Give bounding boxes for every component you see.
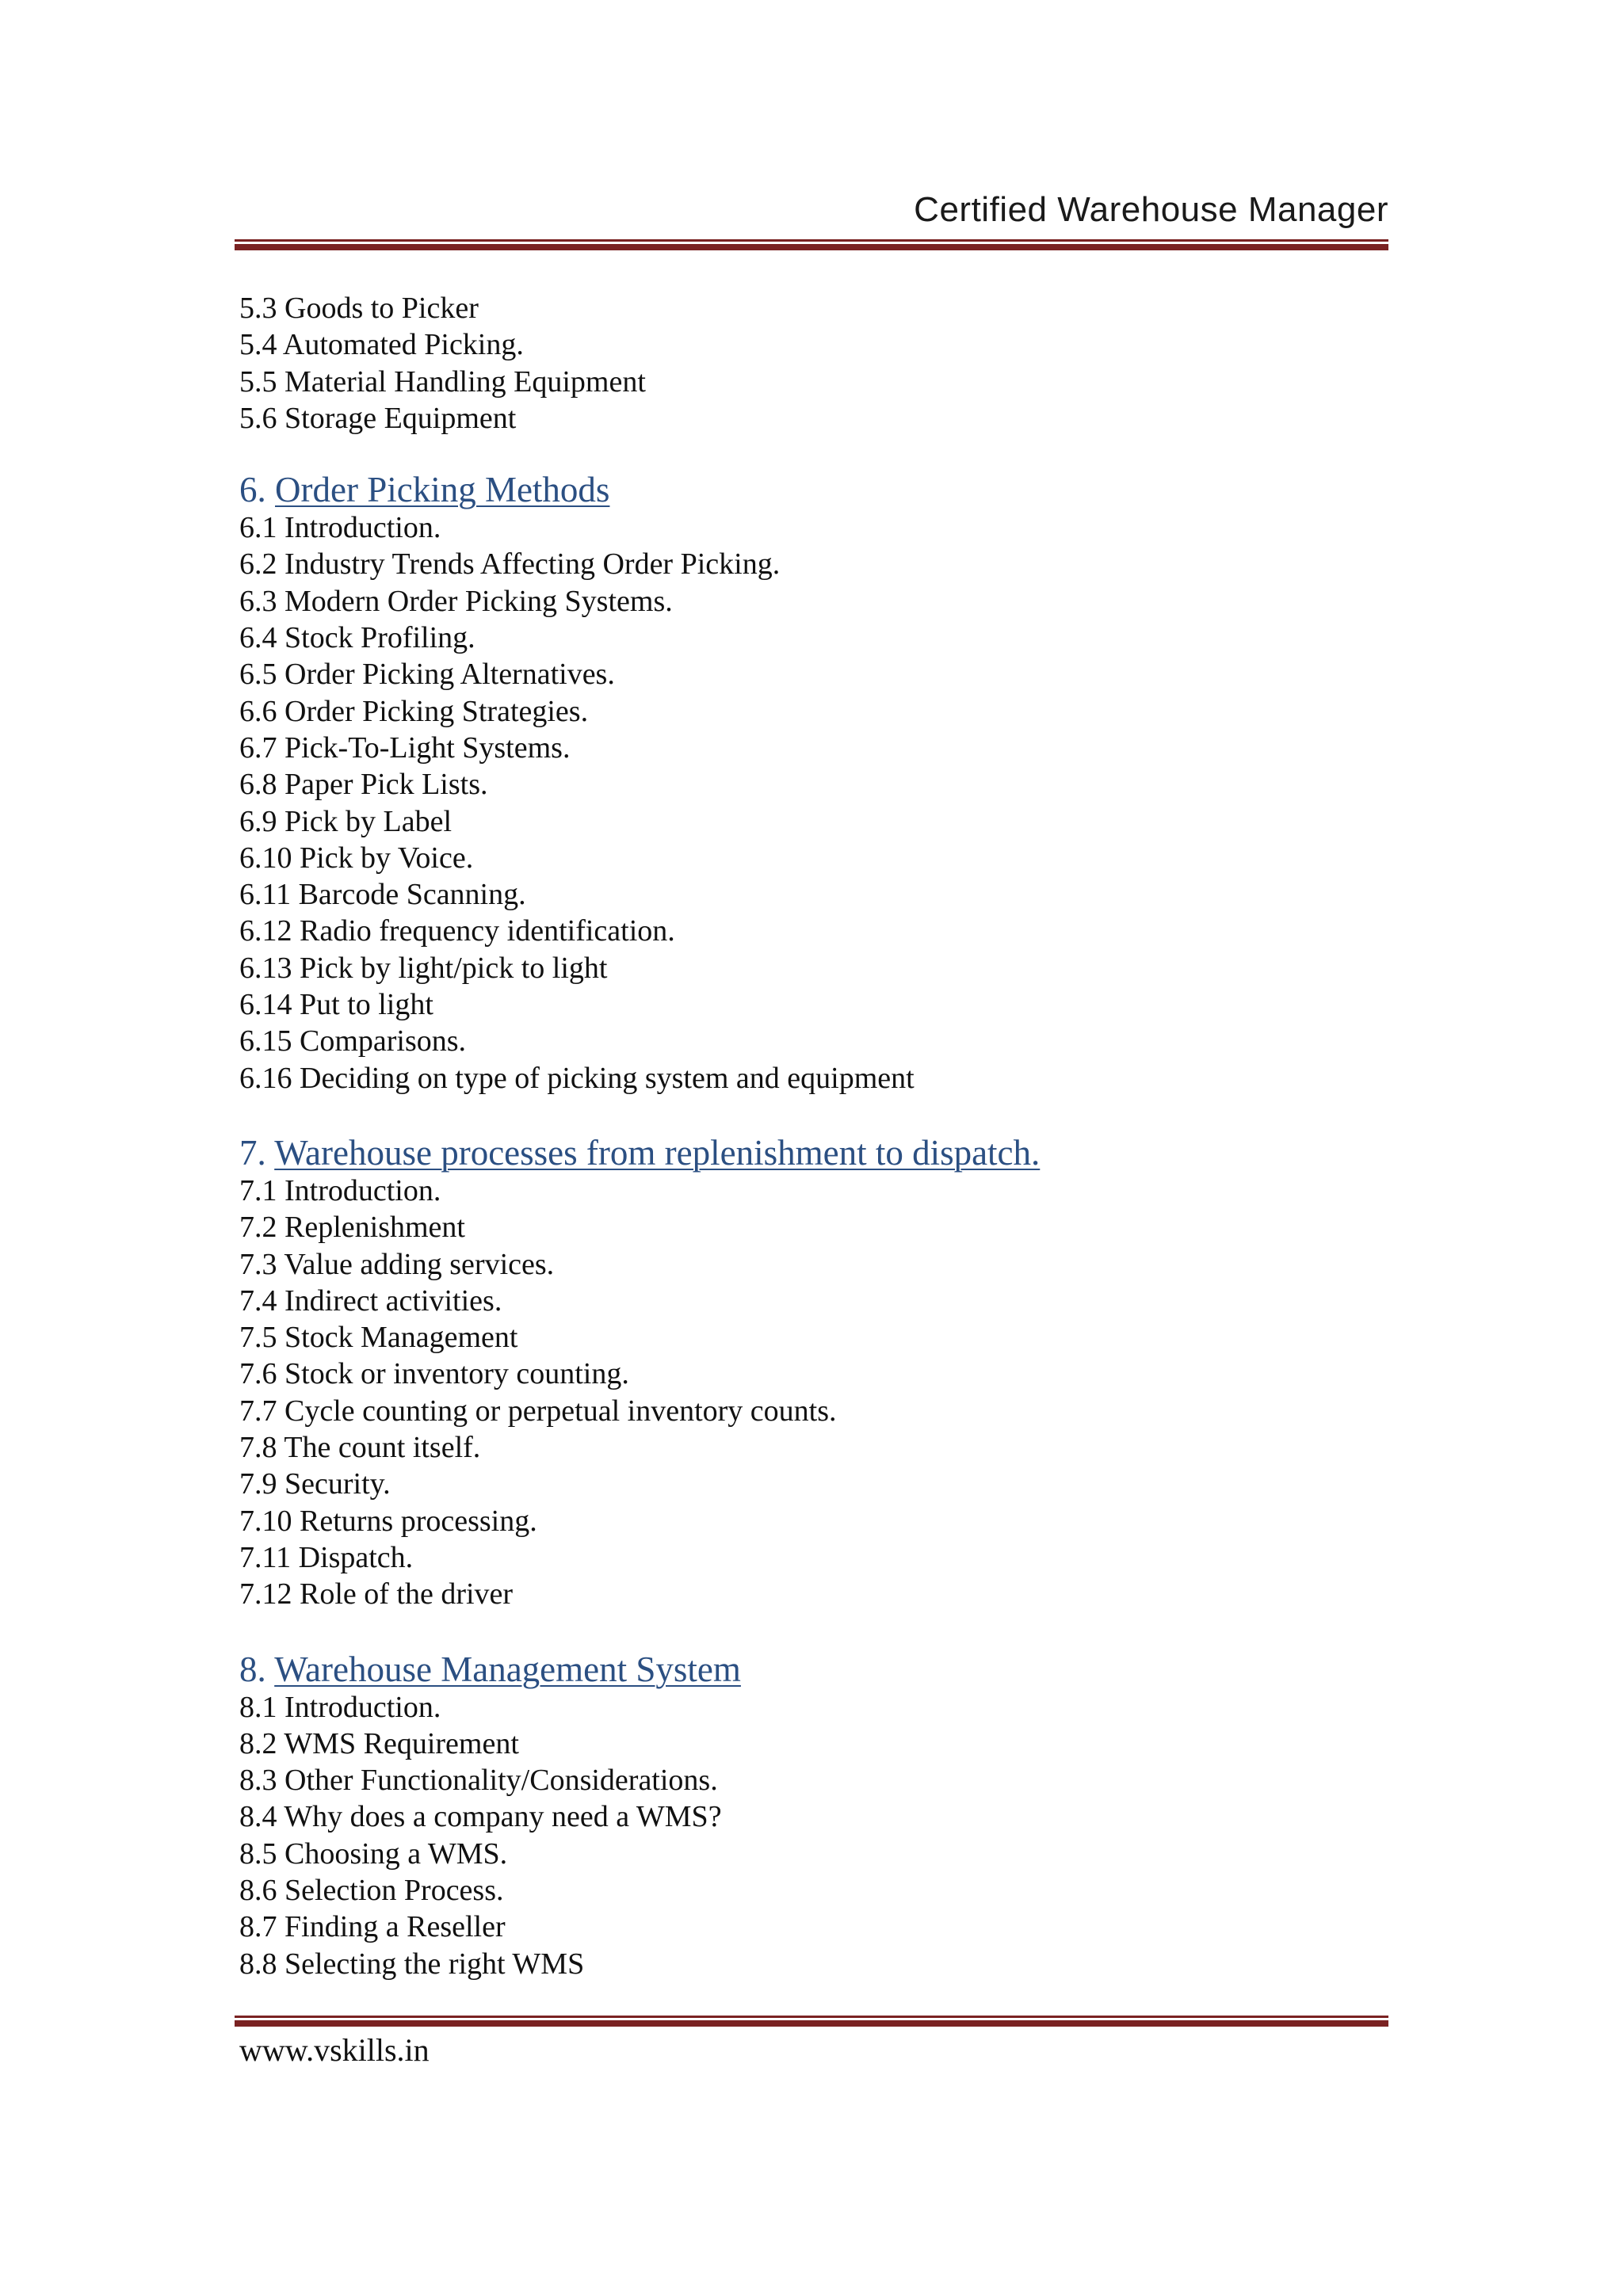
- toc-item: 6.7 Pick-To-Light Systems.: [239, 730, 571, 765]
- toc-item: 8.4 Why does a company need a WMS?: [239, 1800, 722, 1834]
- toc-item: 8.6 Selection Process.: [239, 1873, 504, 1907]
- toc-item: 6.5 Order Picking Alternatives.: [239, 658, 615, 692]
- toc-item: 7.9 Security.: [239, 1467, 391, 1501]
- footer-url: www.vskills.in: [239, 2032, 430, 2068]
- toc-item: 8.1 Introduction.: [239, 1690, 441, 1724]
- section-heading[interactable]: [239, 1650, 1381, 1689]
- toc-item: 6.3 Modern Order Picking Systems.: [239, 584, 673, 618]
- toc-item: 6.10 Pick by Voice.: [239, 841, 474, 875]
- toc-item: 5.4 Automated Picking.: [239, 328, 524, 362]
- toc-item: 6.15 Comparisons.: [239, 1024, 467, 1058]
- table-of-contents: [239, 290, 1381, 1982]
- toc-section-6: [239, 470, 1381, 1097]
- toc-item: 7.3 Value adding services.: [239, 1247, 555, 1281]
- toc-item: 7.2 Replenishment: [239, 1211, 465, 1245]
- toc-item: 6.4 Stock Profiling.: [239, 621, 475, 655]
- header-divider: [235, 239, 1388, 250]
- toc-item: 8.8 Selecting the right WMS: [239, 1947, 585, 1981]
- section-title-link[interactable]: Warehouse Management System: [274, 1649, 741, 1689]
- section-heading[interactable]: [239, 470, 1381, 509]
- toc-item: 5.3 Goods to Picker: [239, 292, 479, 325]
- toc-item: 6.1 Introduction.: [239, 511, 441, 545]
- toc-item: 7.10 Returns processing.: [239, 1504, 537, 1538]
- toc-item: 5.5 Material Handling Equipment: [239, 364, 646, 399]
- toc-item: 6.8 Paper Pick Lists.: [239, 768, 488, 802]
- toc-item: 7.5 Stock Management: [239, 1321, 518, 1355]
- toc-item: 6.2 Industry Trends Affecting Order Picking.: [239, 547, 781, 582]
- toc-item: 7.6 Stock or inventory counting.: [239, 1357, 629, 1391]
- toc-section-7: [239, 1133, 1381, 1613]
- toc-item: 6.16 Deciding on type of picking system and equipment: [239, 1061, 915, 1095]
- section-title-link[interactable]: Warehouse processes from replenishment to dispatch.: [274, 1132, 1041, 1173]
- toc-item: 7.11 Dispatch.: [239, 1540, 414, 1574]
- section-number: 8.: [239, 1649, 266, 1689]
- toc-item: 7.7 Cycle counting or perpetual inventory counts.: [239, 1394, 837, 1428]
- toc-item: 6.6 Order Picking Strategies.: [239, 694, 589, 728]
- toc-section-8: [239, 1650, 1381, 1982]
- toc-item: 8.7 Finding a Reseller: [239, 1910, 506, 1944]
- toc-item: 8.2 WMS Requirement: [239, 1726, 519, 1760]
- section-number: 7.: [239, 1132, 266, 1173]
- page-header-title: Certified Warehouse Manager: [914, 190, 1388, 229]
- section-number: 6.: [239, 470, 266, 510]
- footer-divider: [235, 2016, 1388, 2027]
- toc-item: 6.13 Pick by light/pick to light: [239, 951, 608, 985]
- toc-item: 7.8 The count itself.: [239, 1431, 481, 1465]
- toc-item: 8.5 Choosing a WMS.: [239, 1836, 508, 1871]
- section-title-link[interactable]: Order Picking Methods: [275, 470, 610, 510]
- toc-item: 7.12 Role of the driver: [239, 1577, 514, 1611]
- toc-item: 5.6 Storage Equipment: [239, 401, 517, 435]
- toc-item: 6.12 Radio frequency identification.: [239, 914, 675, 948]
- toc-item: 6.14 Put to light: [239, 988, 433, 1022]
- toc-intro-list: [239, 290, 1381, 437]
- toc-item: 6.9 Pick by Label: [239, 804, 453, 838]
- toc-item: 8.3 Other Functionality/Considerations.: [239, 1764, 718, 1798]
- section-heading[interactable]: [239, 1133, 1381, 1173]
- toc-item: 7.1 Introduction.: [239, 1173, 441, 1207]
- toc-item: 7.4 Indirect activities.: [239, 1283, 502, 1318]
- toc-item: 6.11 Barcode Scanning.: [239, 878, 526, 912]
